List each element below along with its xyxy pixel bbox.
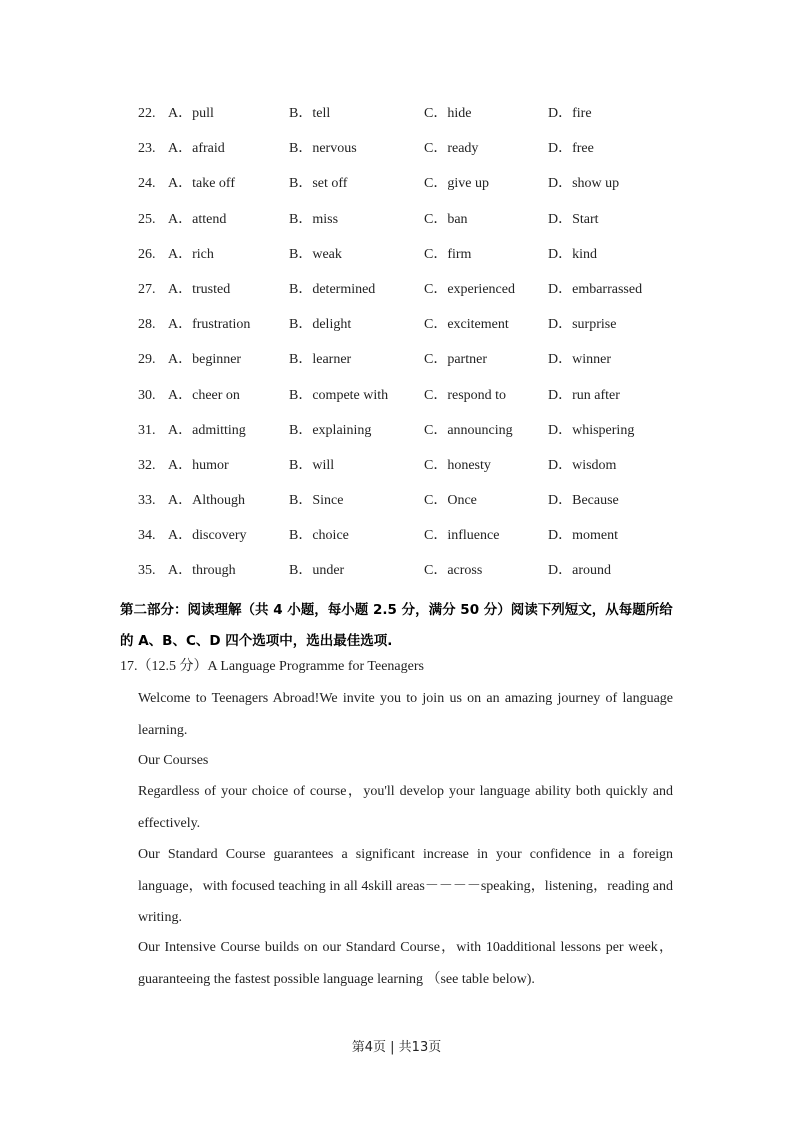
question-number: 30. [138,387,156,403]
option-a: A．trusted [168,281,231,297]
option-a: A．admitting [168,422,246,438]
question-number: 32. [138,457,156,473]
option-c: C．respond to [424,387,507,403]
option-c: C．partner [424,352,487,368]
option-d: D．wisdom [548,457,617,473]
question-number: 28. [138,317,156,333]
question-number: 33. [138,493,156,509]
option-d: D．Start [548,211,599,227]
option-c: C．experienced [424,281,515,297]
option-b: B．delight [289,317,352,333]
section-heading: 第二部分：阅读理解（共 4 小题，每小题 2.5 分，满分 50 分）阅读下列短文，从每题所给的 A、B、C、D 四个选项中，选出最佳选项. [120,602,673,649]
option-b: B．nervous [289,141,357,157]
option-a: A．cheer on [168,387,240,403]
page-footer: 第4页 | 共13页 [351,1040,442,1055]
option-c: C．Once [424,493,477,509]
option-b: B．compete with [289,387,389,403]
option-d: D．moment [548,528,618,544]
option-d: D．show up [548,176,620,192]
paragraph-regardless: Regardless of your choice of course，you'll develop your language ability both quickly and effectively. [138,784,673,831]
option-d: D．around [548,563,611,579]
paragraph-intensive-course: Our Intensive Course builds on our Standard Course，with 10additional lessons per week，guaranteeing the fastest possible language learning （see table below). [138,940,673,987]
question-number: 31. [138,422,156,438]
option-b: B．miss [289,211,339,227]
option-a: A．through [168,563,236,579]
question-number: 26. [138,246,156,262]
question-number: 29. [138,352,156,368]
option-c: C．across [424,563,483,579]
option-d: D．surprise [548,317,617,333]
question-number: 25. [138,211,156,227]
question-number: 35. [138,563,156,579]
option-a: A．discovery [168,528,247,544]
option-d: D．embarrassed [548,281,643,297]
option-b: B．learner [289,352,352,368]
option-c: C．announcing [424,422,513,438]
option-c: C．influence [424,528,500,544]
paragraph-welcome: Welcome to Teenagers Abroad!We invite you to join us on an amazing journey of language learning. [138,691,673,738]
option-a: A．take off [168,176,235,192]
option-b: B．determined [289,281,376,297]
question-number: 27. [138,281,156,297]
option-d: D．whispering [548,422,635,438]
option-c: C．ready [424,141,479,157]
option-b: B．will [289,457,335,473]
option-c: C．ban [424,211,468,227]
option-b: B．weak [289,246,342,262]
option-d: D．fire [548,106,592,121]
question-title: 17.（12.5 分）A Language Programme for Teenagers [120,659,424,674]
option-a: A．humor [168,457,229,473]
option-d: D．run after [548,387,620,403]
option-b: B．tell [289,106,331,121]
option-a: A．pull [168,106,214,121]
option-a: A．rich [168,246,214,262]
option-c: C．firm [424,246,472,262]
option-c: C．give up [424,176,489,192]
option-d: D．kind [548,246,597,262]
paragraph-standard-course: Our Standard Course guarantees a significant increase in your confidence in a foreign language，with focused teaching in all 4skill areas－－－－speaking，listening，reading and writing. [138,847,673,925]
option-c: C．honesty [424,457,491,473]
question-number: 23. [138,141,156,157]
option-a: A．attend [168,211,227,227]
question-number: 22. [138,106,156,121]
option-a: A．Although [168,493,245,509]
option-c: C．excitement [424,317,509,333]
option-b: B．Since [289,493,344,509]
option-a: A．afraid [168,141,225,157]
question-number: 24. [138,176,156,192]
option-b: B．explaining [289,422,372,438]
option-b: B．choice [289,528,349,544]
option-a: A．frustration [168,317,251,333]
option-c: C．hide [424,106,472,121]
option-b: B．set off [289,176,348,192]
option-d: D．winner [548,352,611,368]
option-d: D．free [548,141,594,157]
option-d: D．Because [548,493,619,509]
paragraph-our-courses: Our Courses [138,753,209,768]
option-b: B．under [289,563,345,579]
option-a: A．beginner [168,352,242,368]
question-number: 34. [138,528,156,544]
